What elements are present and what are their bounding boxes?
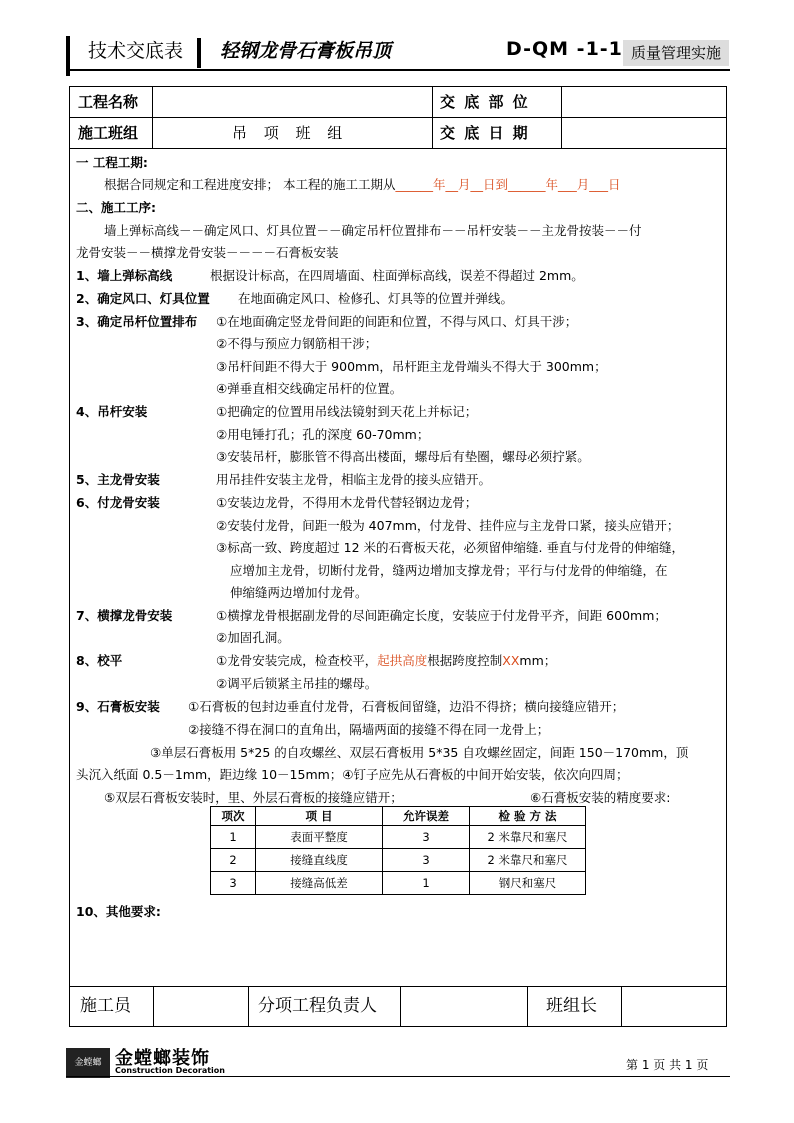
i6-l3: ③标高一致、跨度超过 12 米的石膏板天花，必须留伸缩缝. 垂直与付龙骨的伸缩缝，	[216, 540, 685, 555]
header-title: 技术交底表	[88, 40, 184, 62]
i6-title: 6、付龙骨安装	[76, 495, 160, 510]
row-line-2	[69, 148, 727, 149]
col-header: 允许误差	[383, 807, 470, 826]
i9-l1: ①石膏板的包封边垂直付龙骨，石膏板间留缝，边沿不得挤；横向接缝应错开；	[188, 699, 625, 714]
sign-col-5	[621, 986, 622, 1027]
builder-label: 施工员	[80, 996, 131, 1016]
project-name-value[interactable]	[160, 87, 428, 117]
i7-l2: ②加固孔洞。	[216, 630, 290, 645]
i7-title: 7、横撑龙骨安装	[76, 608, 173, 623]
s2-line2: 龙骨安装－－横撑龙骨安装－－－－石膏板安装	[76, 245, 339, 260]
i5-title: 5、主龙骨安装	[76, 472, 160, 487]
i8-l1-a: ①龙骨安装完成，检查校平，	[216, 653, 378, 668]
header-subtitle: 轻钢龙骨石膏板吊顶	[220, 40, 392, 62]
table-cell: 接缝直线度	[256, 849, 383, 872]
document-code: D-QM -1-1	[506, 38, 623, 60]
manager-sign[interactable]	[403, 988, 525, 1024]
i4-l3: ③安装吊杆，膨胀管不得高出楼面，螺母后有垫圈，螺母必须拧紧。	[216, 449, 590, 464]
table-cell: 2 米靠尺和塞尺	[470, 826, 586, 849]
col-line-3	[561, 86, 562, 148]
sign-col-1	[153, 986, 154, 1027]
s1-text-b: ______年__月__日到______年___月___日	[395, 177, 621, 192]
i2-title: 2、确定风口、灯具位置	[76, 291, 210, 306]
col-header: 检 验 方 法	[470, 807, 586, 826]
i3-l1: ①在地面确定竖龙骨间距的间距和位置，不得与风口、灯具干涉；	[216, 314, 578, 329]
header-badge: 质量管理实施	[623, 40, 729, 66]
table-cell: 1	[383, 872, 470, 895]
sign-row-line	[69, 986, 727, 987]
accuracy-table	[210, 806, 586, 895]
s1-title: 一 工程工期:	[76, 155, 148, 170]
s1-text	[104, 176, 621, 194]
i6-l4: 应增加主龙骨，切断付龙骨，缝两边增加支撑龙骨；平行与付龙骨的伸缩缝，在	[230, 563, 668, 578]
i3-title: 3、确定吊杆位置排布	[76, 314, 198, 329]
i4-l1: ①把确定的位置用吊线法镜射到天花上并标记；	[216, 404, 478, 419]
i8-title: 8、校平	[76, 653, 123, 668]
sign-col-4	[527, 986, 528, 1027]
header-rule	[66, 69, 730, 71]
i6-l5: 伸缩缝两边增加付龙骨。	[230, 585, 368, 600]
team-label: 施工班组	[78, 124, 139, 142]
header-bar-mid	[197, 38, 201, 68]
i9-l2: ②接缝不得在洞口的直角出，隔墙两面的接缝不得在同一龙骨上；	[188, 722, 550, 737]
manager-label: 分项工程负责人	[258, 996, 377, 1016]
table-cell: 1	[211, 826, 256, 849]
i8-l1	[216, 652, 556, 670]
i8-l1-d: XX	[502, 653, 520, 668]
i6-l2: ②安装付龙骨，间距一般为 407mm，付龙骨、挂件应与主龙骨口紧，接头应错开；	[216, 518, 680, 533]
company-logo-icon: 金螳螂	[66, 1048, 110, 1078]
col-header: 项次	[211, 807, 256, 826]
footer-rule	[66, 1076, 730, 1077]
s2-line1: 墙上弹标高线－－确定风口、灯具位置－－确定吊杆位置排布－－吊杆安装－－主龙骨按装－－付	[104, 223, 642, 238]
table-row	[211, 826, 586, 849]
company-english: Construction Decoration	[115, 1066, 225, 1075]
s1-text-a: 根据合同规定和工程进度安排； 本工程的施工工期从	[104, 177, 396, 192]
i1-title: 1、墙上弹标高线	[76, 268, 173, 283]
i9-title: 9、石膏板安装	[76, 699, 160, 714]
i6-l1: ①安装边龙骨，不得用木龙骨代替轻钢边龙骨；	[216, 495, 478, 510]
i7-l1: ①横撑龙骨根据副龙骨的尽间距确定长度，安装应于付龙骨平齐，间距 600mm；	[216, 608, 667, 623]
table-cell: 接缝高低差	[256, 872, 383, 895]
col-line-1	[152, 86, 153, 148]
i9-l4: 头沉入纸面 0.5－1mm，距边缘 10－15mm；④钉子应先从石膏板的中间开始安装，依次向四周；	[76, 767, 629, 782]
sign-col-3	[400, 986, 401, 1027]
leader-sign[interactable]	[624, 988, 724, 1024]
table-cell: 钢尺和塞尺	[470, 872, 586, 895]
i1-text: 根据设计标高，在四周墙面、柱面弹标高线，误差不得超过 2mm。	[210, 268, 584, 283]
table-row	[211, 849, 586, 872]
col-line-2	[432, 86, 433, 148]
table-cell: 3	[383, 826, 470, 849]
i5-text: 用吊挂件安装主龙骨，相临主龙骨的接头应错开。	[216, 472, 492, 487]
i4-l2: ②用电锤打孔；孔的深度 60-70mm；	[216, 427, 430, 442]
i8-l1-c: 根据跨度控制	[427, 653, 503, 668]
i4-title: 4、吊杆安装	[76, 404, 148, 419]
i8-l1-e: mm；	[519, 653, 557, 668]
table-row	[211, 872, 586, 895]
date-label: 交 底 日 期	[440, 124, 530, 142]
table-cell: 2 米靠尺和塞尺	[470, 849, 586, 872]
i3-l4: ④弹垂直相交线确定吊杆的位置。	[216, 381, 403, 396]
col-header: 项 目	[256, 807, 383, 826]
table-cell: 表面平整度	[256, 826, 383, 849]
s2-title: 二、施工工序:	[76, 200, 156, 215]
i8-l2: ②调平后锁紧主吊挂的螺母。	[216, 676, 378, 691]
company-name: 金螳螂装饰	[115, 1048, 210, 1069]
page-number: 第 1 页 共 1 页	[626, 1058, 709, 1072]
i9-l5a: ⑤双层石膏板安装时，里、外层石膏板的接缝应错开；	[104, 790, 403, 805]
builder-sign[interactable]	[156, 988, 246, 1024]
i3-l3: ③吊杆间距不得大于 900mm，吊杆距主龙骨端头不得大于 300mm；	[216, 359, 607, 374]
sign-col-2	[248, 986, 249, 1027]
project-name-label: 工程名称	[78, 93, 139, 111]
team-value[interactable]: 吊 项 班 组	[232, 124, 349, 142]
date-value[interactable]	[566, 118, 722, 148]
table-header-row	[211, 807, 586, 826]
i10-title: 10、其他要求:	[76, 904, 161, 919]
i9-l5b: ⑥石膏板安装的精度要求:	[530, 790, 671, 805]
i3-l2: ②不得与预应力钢筋相干涉；	[216, 336, 378, 351]
table-cell: 3	[383, 849, 470, 872]
part-label: 交 底 部 位	[440, 93, 530, 111]
i8-l1-b: 起拱高度	[377, 653, 428, 668]
part-value[interactable]	[566, 87, 722, 117]
i2-text: 在地面确定风口、检修孔、灯具等的位置并弹线。	[238, 291, 514, 306]
leader-label: 班组长	[546, 996, 597, 1016]
table-cell: 2	[211, 849, 256, 872]
table-cell: 3	[211, 872, 256, 895]
i9-l3: ③单层石膏板用 5*25 的自攻螺丝、双层石膏板用 5*35 自攻螺丝固定，间距 150－170mm，顶	[150, 745, 689, 760]
